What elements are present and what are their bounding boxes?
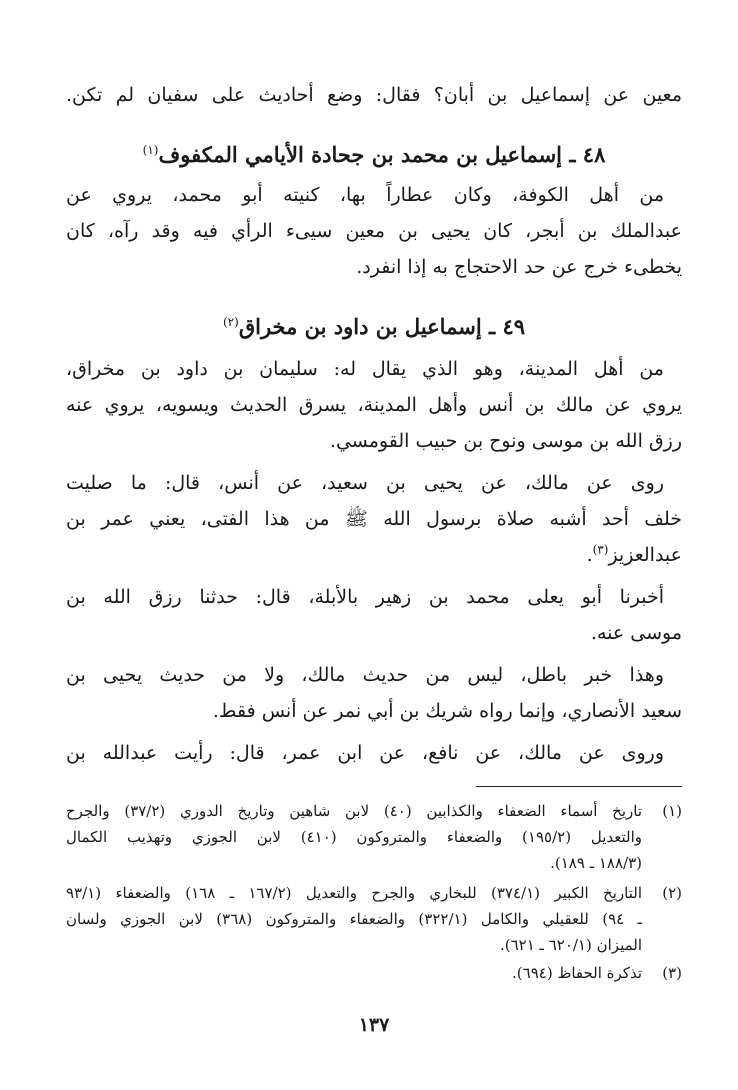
book-page	[66, 0, 682, 1090]
entry-49-p1-line-3: رزق الله بن موسى ونوح بن حبيب القومسي.	[329, 430, 682, 452]
footnote-3	[66, 962, 682, 984]
footnote-2	[66, 882, 682, 904]
entry-48-line-1: من أهل الكوفة، وكان عطاراً بها، كنيته أبو محمد، يروي عن	[66, 184, 664, 206]
footnote-1-line-3: (١٨٨/٣ ـ ١٨٩).	[550, 854, 642, 872]
footnote-3-number: (٣)	[662, 964, 682, 982]
entry-48-title: ٤٨ ـ إسماعيل بن محمد بن جحادة الأيامي المكفوف	[158, 142, 606, 167]
footnote-3-line-1: تذكرة الحفاظ (٦٩٤).	[512, 964, 642, 982]
entry-49-p5-line-1: وروى عن مالك، عن نافع، عن ابن عمر، قال: رأيت عبدالله بن	[66, 742, 664, 764]
footnote-2-line-2: ـ ٩٤) للعقيلي والكامل (٣٢٢/١) والضعفاء والمتروكون (٣٦٨) لابن الجوزي ولسان	[66, 910, 643, 928]
entry-48-line-3: يخطىء خرج عن حد الاحتجاج به إذا انفرد.	[356, 256, 682, 278]
footnote-1	[66, 800, 682, 822]
footnote-2-line-3: الميزان (٦٢٠/١ ـ ٦٢١).	[499, 936, 642, 954]
entry-49-p2-line-1: روى عن مالك، عن يحيى بن سعيد، عن أنس، قال: ما صليت	[66, 472, 664, 494]
entry-49-p2-line-3	[66, 542, 682, 572]
footnote-1-cont-1	[66, 826, 682, 848]
entry-49-heading	[66, 312, 682, 342]
footnote-1-number: (١)	[662, 802, 682, 820]
entry-49-p3-line-1: أخبرنا أبو يعلى محمد بن زهير بالأبلة، قال: حدثنا رزق الله بن	[66, 586, 664, 608]
entry-48-heading	[66, 140, 682, 170]
entry-49-p2-line-2: خلف أحد أشبه صلاة برسول الله ﷺ من هذا الفتى، يعني عمر بن	[66, 508, 682, 530]
entry-49-title: ٤٩ ـ إسماعيل بن داود بن مخراق	[238, 314, 525, 339]
footnote-1-line-2: والتعديل (١٩٥/٢) والضعفاء والمتروكون (٤١٠) لابن الجوزي وتهذيب الكمال	[66, 828, 643, 846]
entry-49-p1-line-2: يروي عن مالك بن أنس وأهل المدينة، يسرق الحديث ويسويه، يروي عنه	[66, 394, 682, 416]
footnote-separator	[476, 786, 682, 787]
footnote-2-number: (٢)	[662, 884, 682, 902]
entry-49-p2-period: .	[586, 544, 593, 566]
entry-48-line-2: عبدالملك بن أبجر، كان يحيى بن معين سيىء الرأي فيه وقد رآه، كان	[66, 220, 682, 242]
footnote-marker-1: (١)	[142, 143, 159, 157]
entry-49-p4-line-1: وهذا خبر باطل، ليس من حديث مالك، ولا من حديث يحيى بن	[66, 664, 664, 686]
footnote-marker-2: (٢)	[222, 315, 239, 329]
entry-49-p3-line-2: موسى عنه.	[590, 622, 682, 644]
footnote-marker-3: (٣)	[592, 542, 609, 557]
page-number: ١٣٧	[358, 1014, 390, 1036]
intro-line: معين عن إسماعيل بن أبان؟ فقال: وضع أحاديث على سفيان لم تكن.	[66, 84, 682, 106]
footnote-1-line-1: تاريخ أسماء الضعفاء والكذابين (٤٠) لابن شاهين وتاريخ الدوري (٣٧/٢) والجرح	[66, 802, 643, 820]
footnote-2-cont-1	[66, 908, 682, 930]
entry-49-p1-line-1: من أهل المدينة، وهو الذي يقال له: سليمان بن داود بن مخراق،	[66, 358, 664, 380]
footnote-1-cont-2	[66, 852, 682, 874]
entry-49-p2-last-word: عبدالعزيز	[608, 544, 682, 566]
entry-49-p4-line-2: سعيد الأنصاري، وإنما رواه شريك بن أبي نمر عن أنس فقط.	[212, 700, 682, 722]
footnote-2-line-1: التاريخ الكبير (٣٧٤/١) للبخاري والجرح والتعديل (١٦٧/٢ ـ ١٦٨) والضعفاء (٩٣/١	[66, 884, 642, 902]
footnote-2-cont-2	[66, 934, 682, 956]
